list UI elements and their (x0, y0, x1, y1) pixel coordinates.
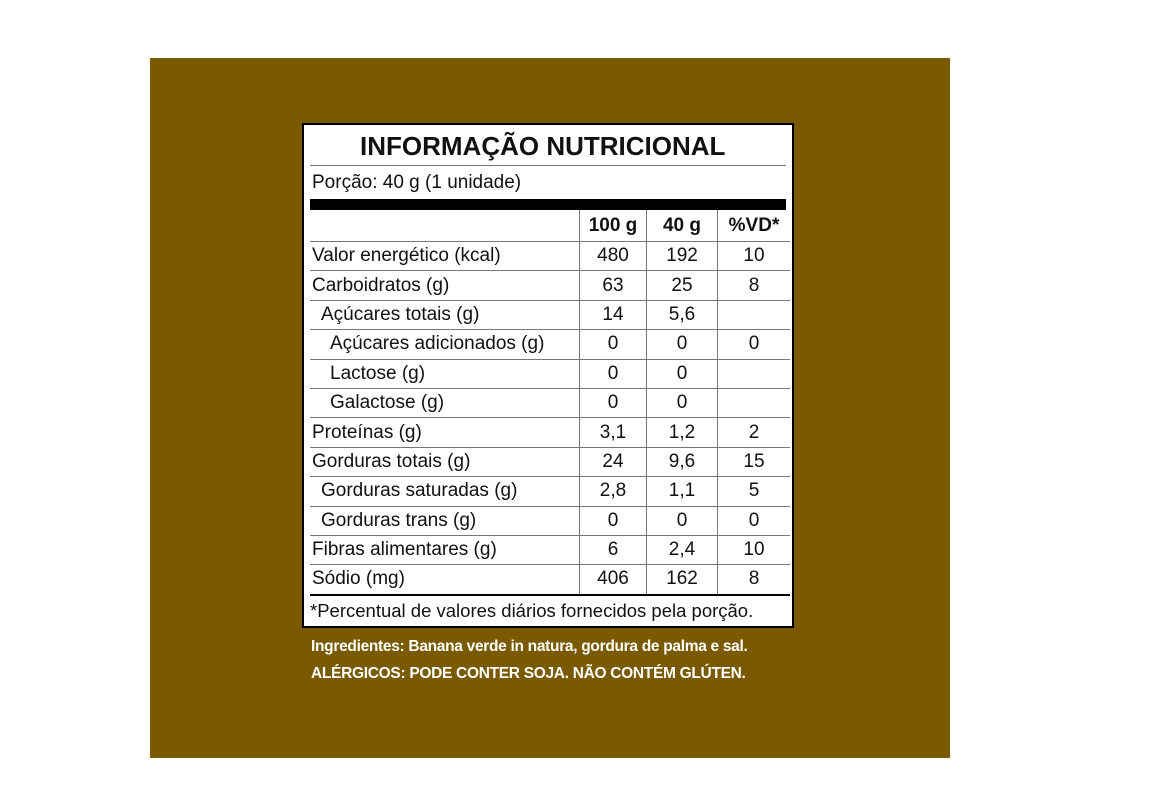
value-40g: 5,6 (647, 300, 718, 329)
nutrient-name: Galactose (g) (310, 388, 580, 417)
value-vd: 8 (718, 565, 791, 595)
nutrient-name: Fibras alimentares (g) (310, 535, 580, 564)
value-100g: 6 (580, 535, 647, 564)
footnote: *Percentual de valores diários fornecidos pela porção. (310, 600, 754, 621)
nutrient-name: Sódio (mg) (310, 565, 580, 595)
nutrition-facts-label (302, 123, 794, 628)
header-40g: 40 g (647, 210, 718, 242)
value-40g: 2,4 (647, 535, 718, 564)
nutrition-table (310, 210, 790, 596)
value-100g: 406 (580, 565, 647, 595)
value-vd: 5 (718, 477, 791, 506)
value-100g: 14 (580, 300, 647, 329)
table-row (310, 477, 790, 506)
table-row (310, 359, 790, 388)
table-row (310, 300, 790, 329)
value-40g: 1,1 (647, 477, 718, 506)
table-row (310, 535, 790, 564)
value-40g: 0 (647, 506, 718, 535)
value-100g: 480 (580, 242, 647, 271)
value-100g: 0 (580, 506, 647, 535)
nutrient-name: Valor energético (kcal) (310, 242, 580, 271)
header-vd: %VD* (718, 210, 791, 242)
value-vd (718, 300, 791, 329)
value-100g: 0 (580, 359, 647, 388)
value-40g: 25 (647, 271, 718, 300)
nutrient-name: Lactose (g) (310, 359, 580, 388)
table-row (310, 388, 790, 417)
nutrient-name: Gorduras totais (g) (310, 447, 580, 476)
header-100g: 100 g (580, 210, 647, 242)
value-40g: 1,2 (647, 418, 718, 447)
value-40g: 9,6 (647, 447, 718, 476)
value-100g: 3,1 (580, 418, 647, 447)
value-vd: 0 (718, 506, 791, 535)
table-row (310, 242, 790, 271)
allergens-text: ALÉRGICOS: PODE CONTER SOJA. NÃO CONTÉM GLÚTEN. (311, 665, 746, 682)
nutrient-name: Proteínas (g) (310, 418, 580, 447)
table-row (310, 506, 790, 535)
value-40g: 162 (647, 565, 718, 595)
portion-size: Porção: 40 g (1 unidade) (312, 172, 522, 193)
value-100g: 0 (580, 330, 647, 359)
header-nutrient (310, 210, 580, 242)
value-100g: 0 (580, 388, 647, 417)
table-row (310, 418, 790, 447)
value-vd: 15 (718, 447, 791, 476)
nutrient-name: Gorduras trans (g) (310, 506, 580, 535)
value-vd: 10 (718, 535, 791, 564)
value-40g: 0 (647, 388, 718, 417)
value-vd: 10 (718, 242, 791, 271)
value-40g: 0 (647, 330, 718, 359)
label-title: INFORMAÇÃO NUTRICIONAL (310, 125, 786, 166)
value-100g: 63 (580, 271, 647, 300)
value-vd (718, 388, 791, 417)
value-vd: 0 (718, 330, 791, 359)
table-header-row (310, 210, 790, 242)
table-row (310, 330, 790, 359)
background-panel (150, 58, 950, 758)
value-40g: 0 (647, 359, 718, 388)
ingredients-text: Ingredientes: Banana verde in natura, gordura de palma e sal. (311, 638, 748, 655)
nutrient-name: Açúcares adicionados (g) (310, 330, 580, 359)
value-100g: 24 (580, 447, 647, 476)
value-40g: 192 (647, 242, 718, 271)
table-row (310, 271, 790, 300)
nutrient-name: Carboidratos (g) (310, 271, 580, 300)
table-row (310, 447, 790, 476)
nutrient-name: Açúcares totais (g) (310, 300, 580, 329)
value-vd: 2 (718, 418, 791, 447)
divider-bar (310, 199, 786, 210)
value-vd: 8 (718, 271, 791, 300)
nutrient-name: Gorduras saturadas (g) (310, 477, 580, 506)
table-row (310, 565, 790, 595)
value-100g: 2,8 (580, 477, 647, 506)
value-vd (718, 359, 791, 388)
